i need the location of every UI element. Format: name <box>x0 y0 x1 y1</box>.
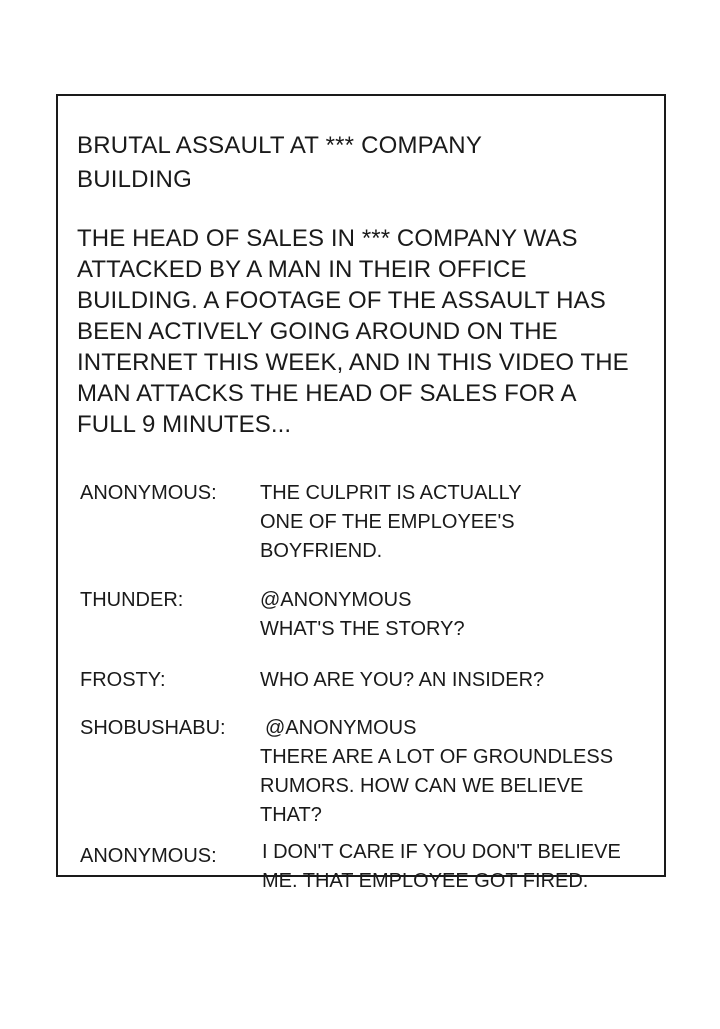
article-body <box>77 223 652 440</box>
comment-line: ONE OF THE EMPLOYEE'S <box>260 511 515 533</box>
comment-text <box>260 479 660 566</box>
body-line: BEEN ACTIVELY GOING AROUND ON THE <box>77 318 558 345</box>
comment-line: RUMORS. HOW CAN WE BELIEVE <box>260 775 584 797</box>
comment-text <box>260 714 665 830</box>
comment-line: WHO ARE YOU? AN INSIDER? <box>260 669 545 691</box>
comment-line: ME. THAT EMPLOYEE GOT FIRED. <box>262 870 589 892</box>
comment-line: I DON'T CARE IF YOU DON'T BELIEVE <box>262 841 621 863</box>
body-line: FULL 9 MINUTES... <box>77 411 292 438</box>
comment-text <box>260 586 660 644</box>
body-line: INTERNET THIS WEEK, AND IN THIS VIDEO THE <box>77 349 629 376</box>
article-headline <box>77 129 637 197</box>
comment-line: THAT? <box>260 804 322 826</box>
comment-text <box>260 666 660 695</box>
headline-line: BUILDING <box>77 166 192 193</box>
comment-username: SHOBUSHABU: <box>80 717 226 739</box>
body-line: BUILDING. A FOOTAGE OF THE ASSAULT HAS <box>77 287 606 314</box>
comment-line: @ANONYMOUS <box>260 589 412 611</box>
body-line: ATTACKED BY A MAN IN THEIR OFFICE <box>77 256 527 283</box>
comment-username: ANONYMOUS: <box>80 845 217 867</box>
comment-line: @ANONYMOUS <box>265 717 417 739</box>
comment-line: BOYFRIEND. <box>260 540 383 562</box>
news-article-panel <box>56 94 666 892</box>
headline-line: BRUTAL ASSAULT AT *** COMPANY <box>77 132 483 159</box>
comment-username: FROSTY: <box>80 669 166 691</box>
comment-text <box>262 838 662 896</box>
comment-line: THERE ARE A LOT OF GROUNDLESS <box>260 746 614 768</box>
comment-line: WHAT'S THE STORY? <box>260 618 465 640</box>
body-line: MAN ATTACKS THE HEAD OF SALES FOR A <box>77 380 577 407</box>
body-line: THE HEAD OF SALES IN *** COMPANY WAS <box>77 225 578 252</box>
comment-username: ANONYMOUS: <box>80 482 217 504</box>
comment-username: THUNDER: <box>80 589 184 611</box>
comment-line: THE CULPRIT IS ACTUALLY <box>260 482 522 504</box>
